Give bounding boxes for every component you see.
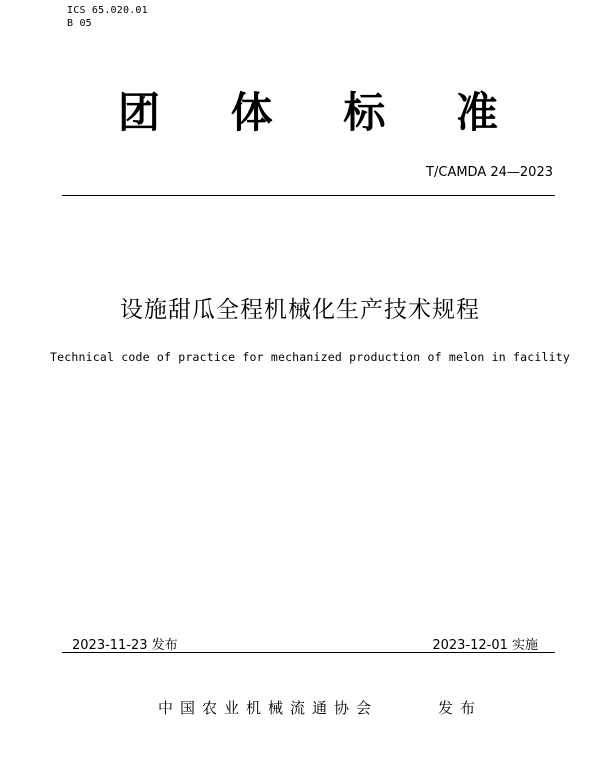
ics-code: ICS 65.020.01 <box>67 5 148 16</box>
document-type-title <box>118 80 498 140</box>
english-title: Technical code of practice for mechanized production of melon in facility <box>49 350 571 364</box>
ccs-code: B 05 <box>67 18 92 29</box>
publish-label: 发布 <box>438 699 483 717</box>
standard-number: T/CAMDA 24—2023 <box>426 165 553 180</box>
top-divider <box>62 195 555 196</box>
document-type-char: 体 <box>230 88 273 137</box>
classification-codes <box>67 4 148 30</box>
issue-date: 2023-11-23 发布 <box>72 638 178 653</box>
bottom-divider <box>62 652 555 653</box>
document-type-char: 团 <box>118 88 161 137</box>
chinese-title: 设施甜瓜全程机械化生产技术规程 <box>120 297 480 323</box>
publisher-name: 中国农业机械流通协会 <box>158 699 379 717</box>
document-type-char: 标 <box>343 88 386 137</box>
effective-date: 2023-12-01 实施 <box>432 638 538 653</box>
document-type-char: 准 <box>455 88 498 137</box>
